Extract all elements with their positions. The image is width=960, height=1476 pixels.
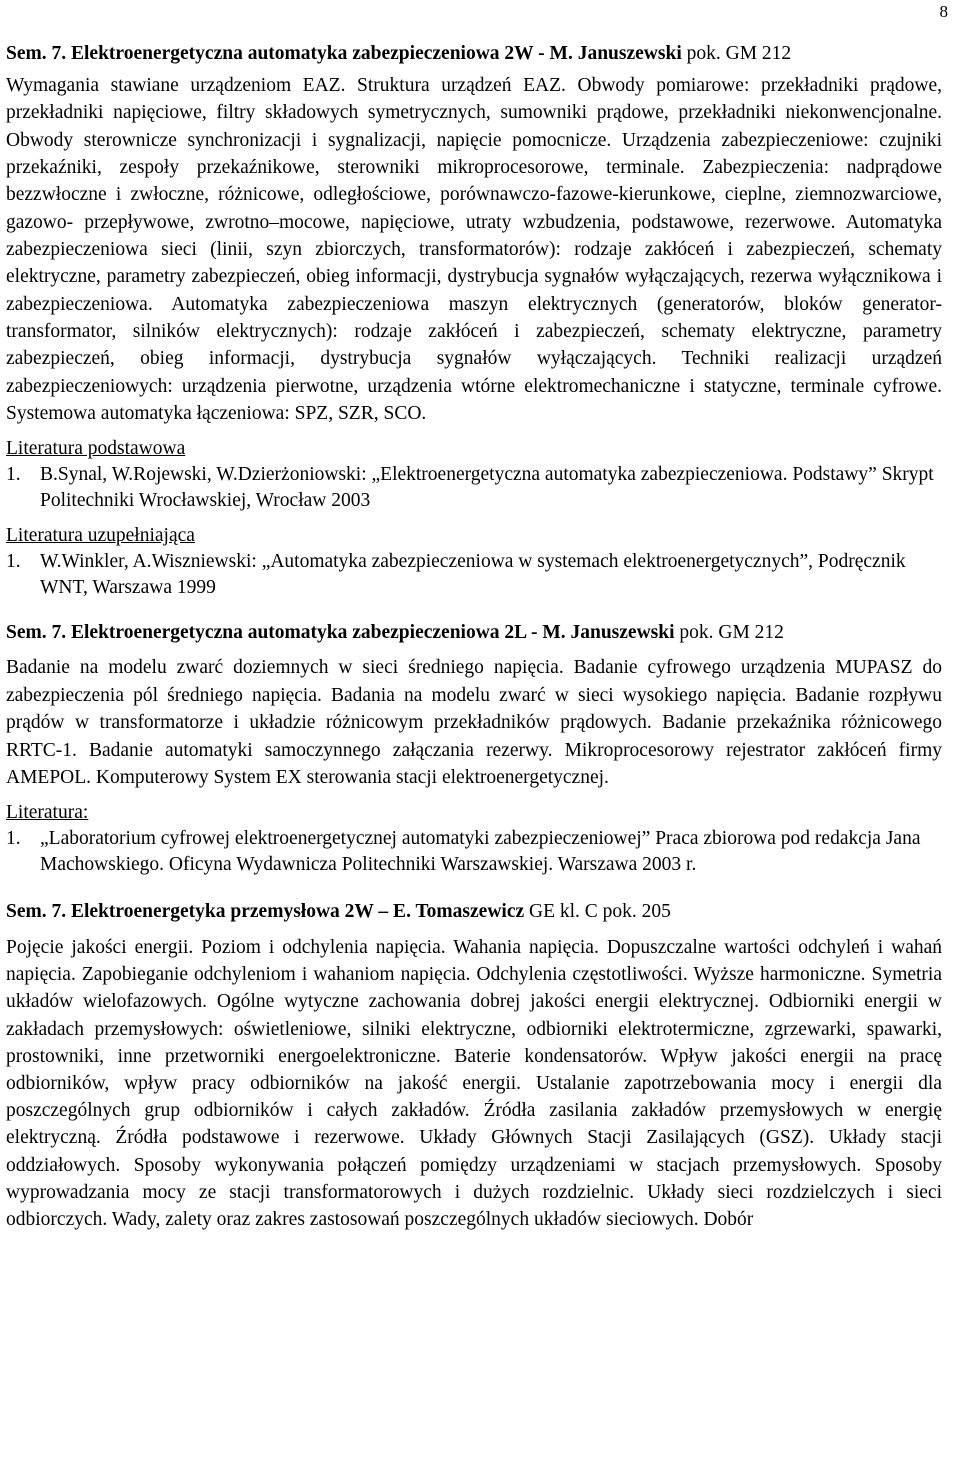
literature-item-text: B.Synal, W.Rojewski, W.Dzierżoniowski: „Elektroenergetyczna automatyka zabezpieczeniowa. Podstawy” Skrypt Politechniki Wrocławskiej, Wrocław 2003 [40, 464, 934, 512]
literature-block [6, 436, 942, 514]
literature-block [6, 800, 942, 878]
literature-item [6, 462, 942, 514]
literature-item-number: 1. [6, 827, 21, 849]
literature-item-text: W.Winkler, A.Wiszniewski: „Automatyka zabezpieczeniowa w systemach elektroenergetycznych”, Podręcznik WNT, Warszawa 1999 [40, 551, 906, 599]
course-title [6, 898, 942, 925]
course-room: pok. GM 212 [681, 43, 792, 64]
course-description: Badanie na modelu zwarć doziemnych w sieci średniego napięcia. Badanie cyfrowego urządzenia MUPASZ do zabezpieczenia pól średniego napięcia. Badania na modelu zwarć w sieci wysokiego napięcia. Badanie rozpływu prądów w transformatorze i układzie różnicowym przekładników prądowych. Badanie przekaźnika różnicowego RRTC-1. Badanie automatyki samoczynnego załączania rezerwy. Mikroprocesorowy rejestrator zakłóceń firmy AMEPOL. Komputerowy System EX sterowania stacji elektroenergetycznej. [6, 657, 942, 789]
literature-heading: Literatura podstawowa [6, 438, 186, 460]
course-section-eaz-lecture [6, 40, 942, 601]
course-description: Wymagania stawiane urządzeniom EAZ. Struktura urządzeń EAZ. Obwody pomiarowe: przekładniki prądowe, przekładniki napięciowe, filtry składowych symetrycznych, sumowniki prądowe, przekładniki niekonwencjonalne. Obwody sterownicze synchronizacji i sygnalizacji, napięcie pomocnicze. Urządzenia zabezpieczeniowe: czujniki przekaźniki, zespoły przekaźnikowe, sterowniki mikroprocesorowe, terminale. Zabezpieczenia: nadprądowe bezzwłoczne i zwłoczne, różnicowe, odległościowe, porównawczo-fazowe-kierunkowe, cieplne, ziemnozwarciowe, gazowo- przepływowe, zwrotno–mocowe, napięciowe, utraty wzbudzenia, podstawowe, rezerwowe. Automatyka zabezpieczeniowa sieci (linii, szyn zbiorczych, transformatorów): rodzaje zakłóceń i zabezpieczeń, schematy elektryczne, parametry zabezpieczeń, obieg informacji, dystrybucja sygnałów wyłączających, rezerwa wyłącznikowa i zabezpieczeniowa. Automatyka zabezpieczeniowa maszyn elektrycznych (generatorów, bloków generator-transformator, silników elektrycznych): rodzaje zakłóceń i zabezpieczeń, schematy elektryczne, parametry zabezpieczeń, obieg informacji, dystrybucja sygnałów wyłączających. Techniki realizacji urządzeń zabezpieczeniowych: urządzenia pierwotne, urządzenia wtórne elektromechaniczne i statyczne, terminale cyfrowe. Systemowa automatyka łączeniowa: SPZ, SZR, SCO. [6, 75, 942, 425]
course-section-industrial-power [6, 898, 942, 1233]
course-title-main: Sem. 7. Elektroenergetyka przemysłowa 2W – E. Tomaszewicz [6, 900, 525, 922]
literature-heading: Literatura uzupełniająca [6, 525, 195, 547]
course-title [6, 40, 942, 67]
course-title-main: Sem. 7. Elektroenergetyczna automatyka zabezpieczeniowa 2W - M. Januszewski [6, 43, 682, 64]
course-section-eaz-lab [6, 619, 942, 878]
course-description: Pojęcie jakości energii. Poziom i odchylenia napięcia. Wahania napięcia. Dopuszczalne wartości odchyleń i wahań napięcia. Zapobieganie odchyleniom i wahaniom napięcia. Odchylenia częstotliwości. Wyższe harmoniczne. Symetria układów wielofazowych. Ogólne wytyczne zachowania dobrej jakości energii elektrycznej. Odbiorniki energii w zakładach przemysłowych: oświetleniowe, silniki elektryczne, odbiorniki elektrotermiczne, zgrzewarki, spawarki, prostowniki, inne przetworniki energoelektroniczne. Baterie kondensatorów. Wpływ jakości energii na pracę odbiorników, wpływ pracy odbiorników na jakość energii. Ustalanie zapotrzebowania mocy i energii dla poszczególnych grup odbiorników i całych zakładów. Źródła zasilania zakładów przemysłowych w energię elektryczną. Źródła podstawowe i rezerwowe. Układy Głównych Stacji Zasilających (GSZ). Układy stacji oddziałowych. Sposoby wykonywania połączeń pomiędzy urządzeniami w stacjach przemysłowych. Sposoby wyprowadzania mocy ze stacji transformatorowych i dużych rozdzielnic. Układy sieci rozdzielczych i sieci odbiorczych. Wady, zalety oraz zakres zastosowań poszczególnych układów sieciowych. Dobór [6, 936, 942, 1230]
literature-item [6, 549, 942, 601]
document-page [6, 40, 942, 1233]
literature-block-supplementary [6, 523, 942, 601]
course-room: pok. GM 212 [674, 622, 784, 644]
course-room: GE kl. C pok. 205 [524, 900, 671, 922]
literature-item-text: „Laboratorium cyfrowej elektroenergetycznej automatyki zabezpieczeniowej” Praca zbiorowa pod redakcja Jana Machowskiego. Oficyna Wydawnicza Politechniki Warszawskiej. Warszawa 2003 r. [40, 827, 921, 875]
course-title [6, 619, 942, 646]
course-title-main: Sem. 7. Elektroenergetyczna automatyka zabezpieczeniowa 2L - M. Januszewski [6, 622, 675, 644]
literature-heading: Literatura: [6, 801, 89, 823]
literature-item-number: 1. [6, 464, 21, 486]
literature-item-number: 1. [6, 551, 21, 573]
literature-item [6, 826, 942, 878]
page-number: 8 [939, 2, 948, 21]
